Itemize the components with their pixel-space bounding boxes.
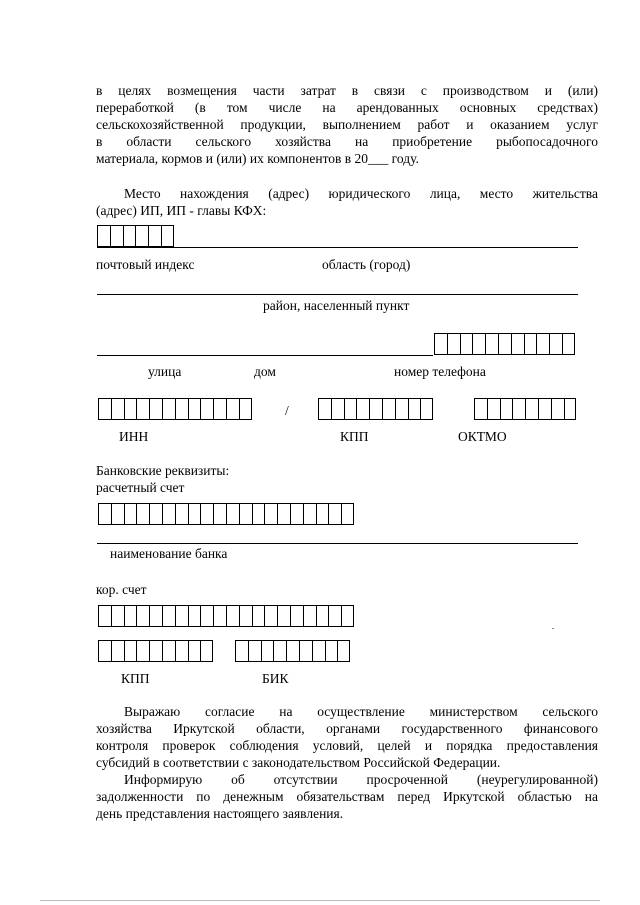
oktmo-label: ОКТМО [458,429,507,444]
cell[interactable] [264,605,277,627]
cell[interactable] [111,398,124,420]
cell[interactable] [200,605,213,627]
cell[interactable] [110,225,123,247]
cell[interactable] [175,605,188,627]
cell[interactable] [162,503,175,525]
cell[interactable] [474,398,487,420]
cell[interactable] [135,225,148,247]
cell[interactable] [124,605,137,627]
cell[interactable] [512,398,525,420]
district-label: район, населенный пункт [263,298,410,313]
cell[interactable] [264,503,277,525]
cell[interactable] [175,398,188,420]
cell[interactable] [252,503,265,525]
cell[interactable] [303,605,316,627]
cell[interactable] [261,640,274,662]
cell[interactable] [369,398,382,420]
cell[interactable] [344,398,357,420]
street-line[interactable] [97,355,433,356]
cell[interactable] [549,333,562,355]
cell[interactable] [498,333,511,355]
kpp-label: КПП [340,429,369,444]
cell[interactable] [395,398,408,420]
cell[interactable] [149,605,162,627]
cell[interactable] [200,640,213,662]
cell[interactable] [248,640,261,662]
cell[interactable] [290,605,303,627]
cell[interactable] [124,398,137,420]
debt-line-3: день представления настоящего заявления. [96,806,344,821]
cell[interactable] [149,640,162,662]
cell[interactable] [331,398,344,420]
cell[interactable] [136,398,149,420]
intro-line-4: в области сельского хозяйства на приобретение рыбопосадочного [96,134,598,149]
cell[interactable] [226,398,239,420]
cell[interactable] [239,398,252,420]
cell[interactable] [341,605,354,627]
intro-line-3: сельскохозяйственной продукции, выполнением работ и оказанием услуг [96,117,598,132]
cell[interactable] [524,333,537,355]
cell[interactable] [303,503,316,525]
district-line[interactable] [97,294,578,295]
consent-line-4: субсидий в соответствии с законодательством Российской Федерации. [96,755,501,770]
debt-line-1: Информирую об отсутствии просроченной (неурегулированной) [124,772,598,787]
cell[interactable] [111,503,124,525]
cell[interactable] [299,640,312,662]
address-heading-line-2: (адрес) ИП, ИП - главы КФХ: [96,203,267,218]
cell[interactable] [356,398,369,420]
consent-line-1: Выражаю согласие на осуществление министерством сельского [124,704,598,719]
cell[interactable] [111,605,124,627]
cell[interactable] [239,503,252,525]
cell[interactable] [124,503,137,525]
cell[interactable] [188,605,201,627]
cell[interactable] [328,503,341,525]
address-heading-line-1: Место нахождения (адрес) юридического лица, место жительства [124,186,598,201]
intro-line-5: материала, кормов и (или) их компонентов в 20___ году. [96,151,419,166]
account-cells[interactable] [98,503,354,525]
cell[interactable] [98,605,111,627]
account-label: расчетный счет [96,480,185,495]
cell[interactable] [277,605,290,627]
cell[interactable] [175,503,188,525]
cell[interactable] [148,225,161,247]
phone-cells[interactable] [434,333,575,355]
cell[interactable] [149,503,162,525]
bank-name-line[interactable] [97,543,578,544]
cell[interactable] [316,503,329,525]
cell[interactable] [434,333,447,355]
consent-line-3: контроля проверок соблюдения условий, целей и порядка предоставления [96,738,598,753]
cell[interactable] [538,398,551,420]
cell[interactable] [564,398,577,420]
cell[interactable] [447,333,460,355]
address-line-1 [97,247,578,248]
cell[interactable] [188,398,201,420]
cell[interactable] [161,225,174,247]
postal-index-label: почтовый индекс [96,257,195,272]
cell[interactable] [420,398,433,420]
cell[interactable] [162,398,175,420]
cell[interactable] [485,333,498,355]
cell[interactable] [97,225,110,247]
cell[interactable] [111,640,124,662]
scan-edge [40,900,600,901]
scan-speck [552,628,554,629]
cell[interactable] [286,640,299,662]
corr-account-label: кор. счет [96,582,147,597]
cell[interactable] [226,605,239,627]
bik-label: БИК [262,671,289,686]
kpp-cells[interactable] [318,398,433,420]
cell[interactable] [239,605,252,627]
debt-line-2: задолженности по денежным обязательствам перед Иркутской областью на [96,789,598,804]
cell[interactable] [124,640,137,662]
cell[interactable] [318,398,331,420]
cell[interactable] [536,333,549,355]
cell[interactable] [408,398,421,420]
cell[interactable] [188,640,201,662]
kpp2-cells[interactable] [98,640,213,662]
cell[interactable] [382,398,395,420]
cell[interactable] [175,640,188,662]
oktmo-cells[interactable] [474,398,576,420]
bik-cells[interactable] [235,640,350,662]
cell[interactable] [511,333,524,355]
street-label: улица [148,364,182,379]
cell[interactable] [136,503,149,525]
cell[interactable] [213,503,226,525]
cell[interactable] [200,503,213,525]
cell[interactable] [337,640,350,662]
cell[interactable] [149,398,162,420]
cell[interactable] [162,605,175,627]
bank-details-heading: Банковские реквизиты: [96,463,230,478]
cell[interactable] [472,333,485,355]
inn-kpp-separator: / [285,403,289,418]
intro-line-1: в целях возмещения части затрат в связи с производством и (или) [96,83,598,98]
cell[interactable] [460,333,473,355]
cell[interactable] [123,225,136,247]
cell[interactable] [235,640,248,662]
inn-cells[interactable] [98,398,252,420]
cell[interactable] [500,398,513,420]
region-label: область (город) [322,257,411,272]
cell[interactable] [98,640,111,662]
cell[interactable] [277,503,290,525]
cell[interactable] [213,605,226,627]
cell[interactable] [252,605,265,627]
cell[interactable] [316,605,329,627]
kpp2-label: КПП [121,671,150,686]
cell[interactable] [200,398,213,420]
cell[interactable] [328,605,341,627]
cell[interactable] [98,398,111,420]
intro-line-2: переработкой (в том числе на арендованных основных средствах) [96,100,598,115]
cell[interactable] [325,640,338,662]
cell[interactable] [213,398,226,420]
cell[interactable] [162,640,175,662]
cell[interactable] [136,640,149,662]
corr-account-cells[interactable] [98,605,354,627]
cell[interactable] [98,503,111,525]
cell[interactable] [290,503,303,525]
cell[interactable] [562,333,575,355]
cell[interactable] [136,605,149,627]
postal-index-cells[interactable] [97,225,174,247]
bank-name-label: наименование банка [110,546,228,561]
cell[interactable] [273,640,286,662]
cell[interactable] [551,398,564,420]
cell[interactable] [487,398,500,420]
phone-label: номер телефона [394,364,486,379]
cell[interactable] [188,503,201,525]
cell[interactable] [525,398,538,420]
cell[interactable] [312,640,325,662]
cell[interactable] [341,503,354,525]
inn-label: ИНН [119,429,149,444]
cell[interactable] [226,503,239,525]
house-label: дом [254,364,276,379]
consent-line-2: хозяйства Иркутской области, органами государственного финансового [96,721,598,736]
